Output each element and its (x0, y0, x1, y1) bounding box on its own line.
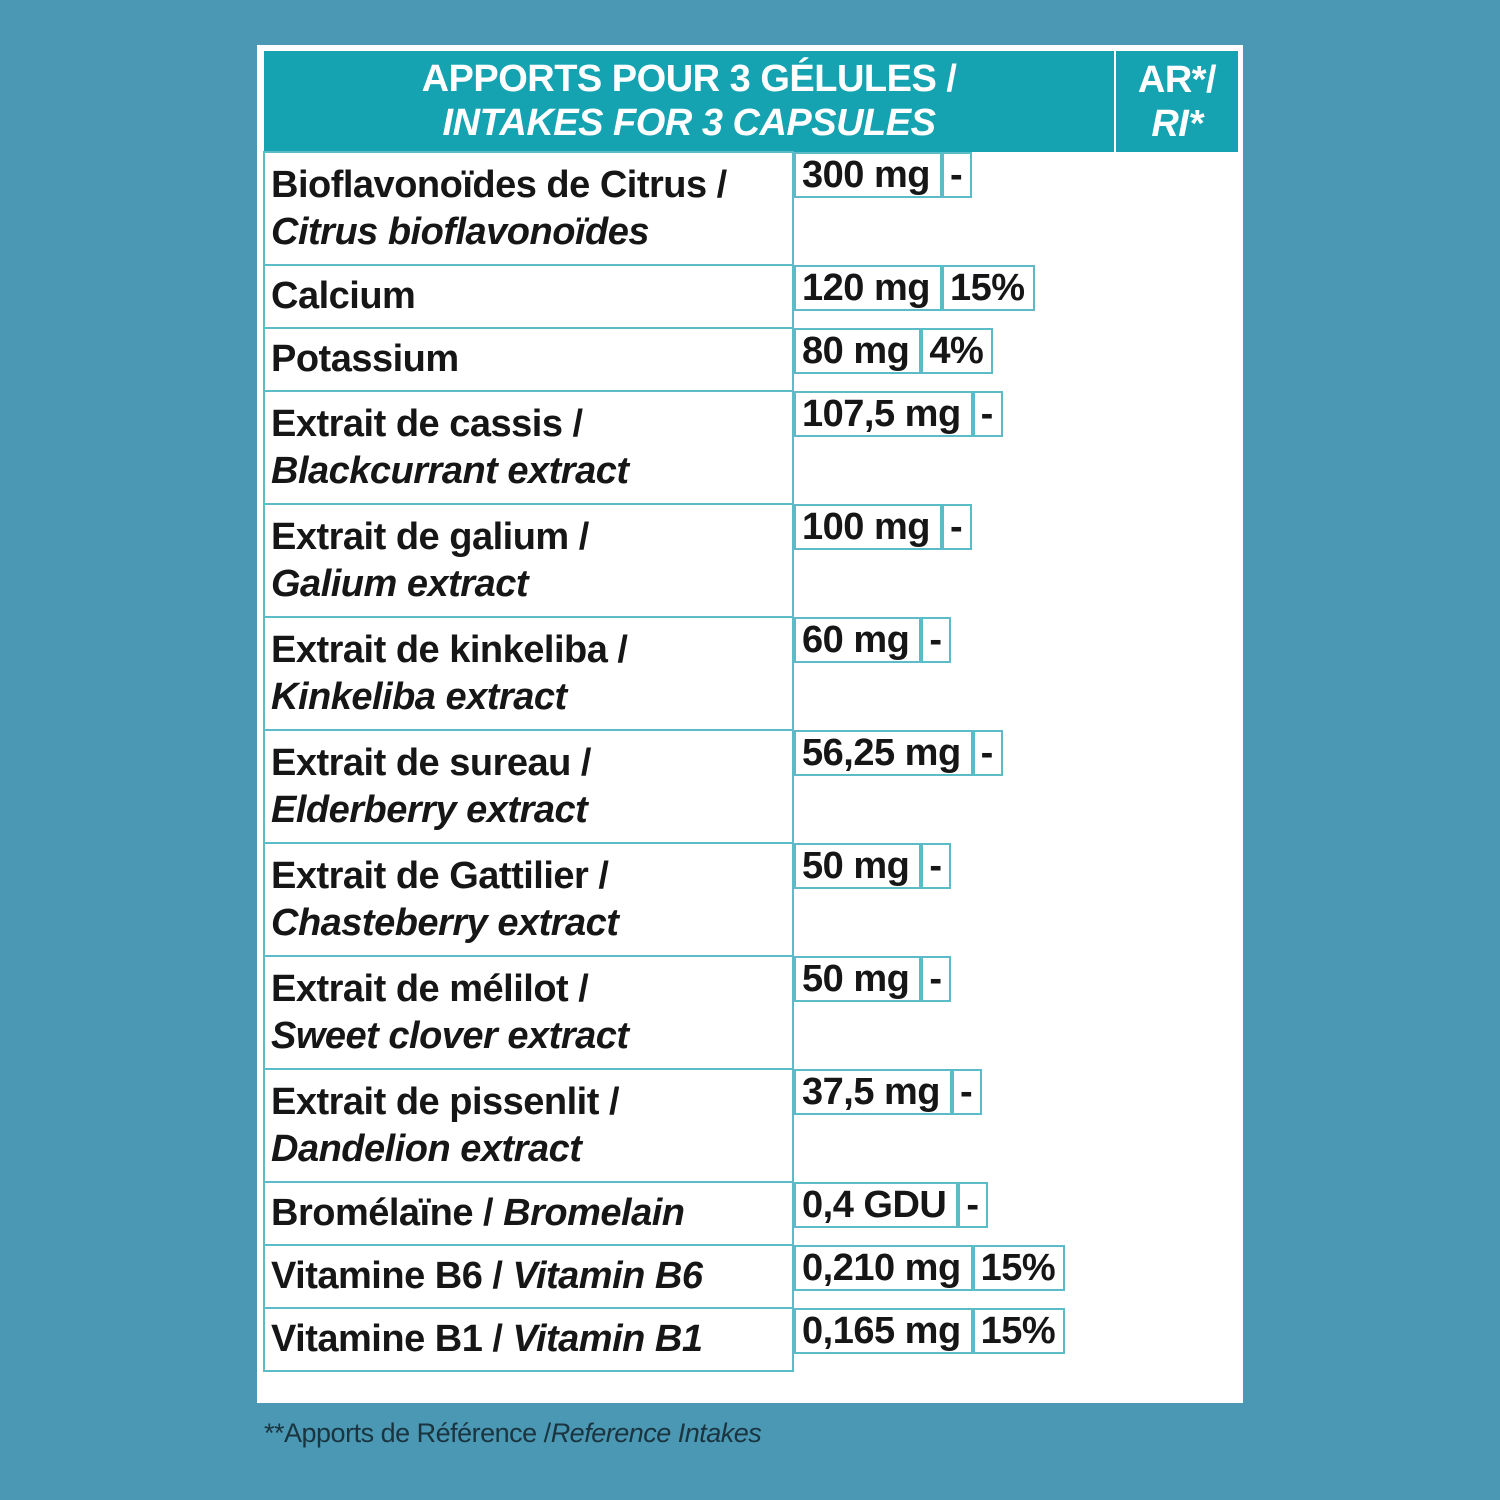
ingredient-quantity: 0,165 mg (794, 1308, 973, 1354)
ingredient-quantity: 50 mg (794, 956, 921, 1002)
ingredient-ri: - (973, 730, 1003, 776)
ingredient-quantity: 0,4 GDU (794, 1182, 958, 1228)
ingredient-name-fr: Potassium (271, 338, 459, 380)
ingredient-quantity: 100 mg (794, 504, 942, 550)
footnote-en: Reference Intakes (550, 1418, 762, 1448)
ingredient-ri: - (942, 504, 972, 550)
ingredient-name-en: Galium extract (271, 562, 528, 605)
ingredient-ri: - (973, 391, 1003, 437)
ingredient-name-fr: Bioflavonoïdes de Citrus / (271, 163, 727, 206)
ingredient-name (264, 265, 793, 328)
header-ri (1115, 51, 1238, 152)
table-row (264, 152, 1238, 265)
ingredient-name (264, 956, 793, 1069)
ingredient-name-en: Sweet clover extract (271, 1014, 629, 1057)
footnote-fr: **Apports de Référence / (264, 1418, 551, 1448)
ingredient-name-en: Kinkeliba extract (271, 675, 567, 718)
table-row (264, 1182, 1238, 1245)
ingredient-name-fr: Extrait de sureau / (271, 741, 591, 784)
ingredient-name (264, 1245, 793, 1308)
ingredient-quantity: 56,25 mg (794, 730, 973, 776)
ingredient-quantity: 60 mg (794, 617, 921, 663)
ingredient-name-fr: Extrait de mélilot / (271, 967, 589, 1010)
table-row (264, 391, 1238, 504)
ingredient-name (264, 1069, 793, 1182)
table-row (264, 843, 1238, 956)
ingredient-name-fr: Extrait de Gattilier / (271, 854, 609, 897)
table-row (264, 730, 1238, 843)
ingredient-name-en: Dandelion extract (271, 1127, 582, 1170)
header-ri-en: RI* (1151, 102, 1203, 145)
table-row (264, 1069, 1238, 1182)
ingredient-quantity: 120 mg (794, 265, 942, 311)
ingredient-name-en: Vitamin B6 (512, 1255, 703, 1297)
ingredient-ri: 4% (921, 328, 993, 374)
ingredient-name-en: Blackcurrant extract (271, 449, 629, 492)
table-row (264, 504, 1238, 617)
ingredient-name (264, 504, 793, 617)
ingredient-quantity: 50 mg (794, 843, 921, 889)
ingredient-ri: 15% (942, 265, 1035, 311)
ingredient-name-fr: Extrait de kinkeliba / (271, 628, 628, 671)
ingredient-ri: - (921, 843, 951, 889)
ingredient-ri: - (952, 1069, 982, 1115)
ingredient-ri: 15% (973, 1308, 1066, 1354)
ingredient-quantity: 0,210 mg (794, 1245, 973, 1291)
ingredient-name-fr: Extrait de pissenlit / (271, 1080, 619, 1123)
ingredient-name-en: Chasteberry extract (271, 901, 619, 944)
ingredient-name (264, 152, 793, 265)
ingredient-name (264, 1182, 793, 1245)
ingredient-name (264, 730, 793, 843)
ingredient-ri: - (921, 956, 951, 1002)
ingredient-name (264, 843, 793, 956)
ingredient-name (264, 328, 793, 391)
ingredient-quantity: 80 mg (794, 328, 921, 374)
footnote (264, 1418, 761, 1449)
ingredient-name (264, 391, 793, 504)
header-intakes (264, 51, 1115, 152)
ingredient-ri: 15% (973, 1245, 1066, 1291)
ingredient-name-fr: Vitamine B1 / (271, 1318, 513, 1360)
ingredient-name-en: Elderberry extract (271, 788, 588, 831)
ingredient-ri: - (958, 1182, 988, 1228)
header-intakes-en: INTAKES FOR 3 CAPSULES (442, 102, 936, 144)
ingredient-name-fr: Extrait de cassis / (271, 402, 583, 445)
ingredient-name-en: Bromelain (503, 1192, 685, 1234)
ingredient-ri: - (942, 152, 972, 198)
table-row (264, 265, 1238, 328)
ingredient-quantity: 37,5 mg (794, 1069, 952, 1115)
table-header-row (264, 51, 1238, 152)
ingredient-name-fr: Bromélaïne / (271, 1192, 504, 1234)
table-row (264, 1245, 1238, 1308)
table-row (264, 1308, 1238, 1371)
ingredient-name-fr: Extrait de galium / (271, 515, 589, 558)
table-row (264, 617, 1238, 730)
nutrition-table-panel (257, 45, 1243, 1403)
nutrition-table (263, 51, 1238, 1372)
ingredient-name (264, 1308, 793, 1371)
ingredient-name-fr: Calcium (271, 275, 416, 317)
ingredient-quantity: 300 mg (794, 152, 942, 198)
header-ri-fr: AR*/ (1137, 58, 1217, 101)
ingredient-ri: - (921, 617, 951, 663)
ingredient-name-fr: Vitamine B6 / (271, 1255, 513, 1297)
table-row (264, 328, 1238, 391)
ingredient-name-en: Vitamin B1 (512, 1318, 703, 1360)
ingredient-quantity: 107,5 mg (794, 391, 973, 437)
header-intakes-fr: APPORTS POUR 3 GÉLULES / (421, 58, 957, 100)
ingredient-name (264, 617, 793, 730)
ingredient-name-en: Citrus bioflavonoïdes (271, 210, 649, 253)
table-row (264, 956, 1238, 1069)
